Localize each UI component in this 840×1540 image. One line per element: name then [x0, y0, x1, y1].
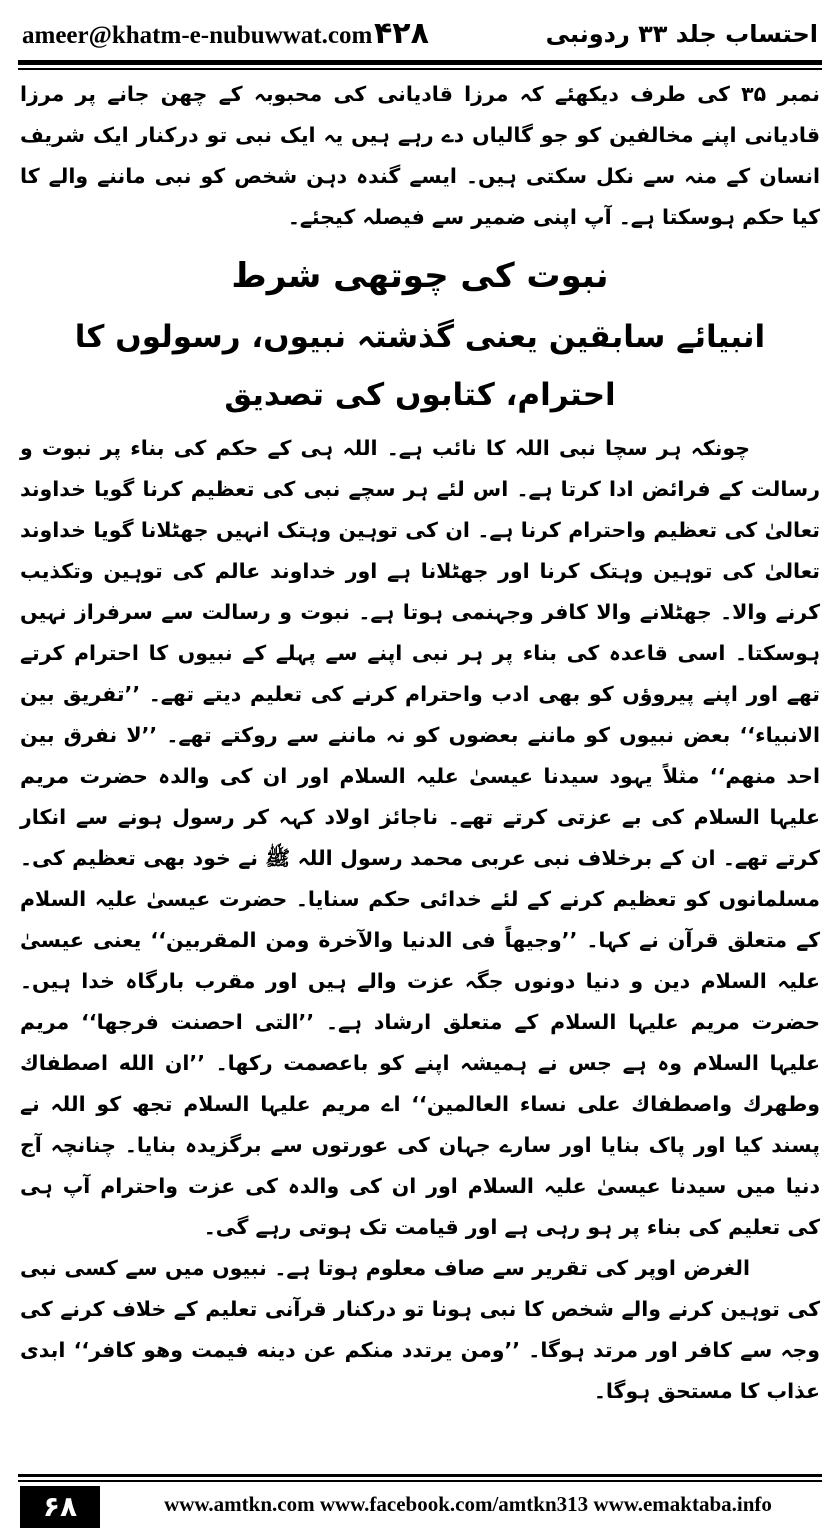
section-subheading: انبیائے سابقین یعنی گذشتہ نبیوں، رسولوں کا احترام، کتابوں کی تصدیق [74, 319, 766, 413]
footer-rule-thick [18, 1474, 822, 1477]
intro-paragraph: نمبر ۳۵ کی طرف دیکھئے کہ مرزا قادیانی کی محبوبہ کے چھن جانے پر مرزا قادیانی اپنے مخالفین کو جو گالیاں دے رہے ہیں یہ ایک نبی تو درکنار ایک شریف انسان کے منہ سے نکل سکتی ہیں۔ ایسے گندہ دہن شخص کو نبی ماننے والے کا کیا حکم ہوسکتا ہے۔ آپ اپنی ضمیر سے فیصلہ کیجئے۔ [20, 82, 820, 229]
page-footer [18, 1474, 822, 1532]
header-page-number: ۴۲۸ [374, 16, 429, 51]
footer-website-links: www.amtkn.com www.facebook.com/amtkn313 www.emaktaba.info [164, 1492, 772, 1516]
page-body [20, 74, 820, 1412]
header-rule-thin [18, 68, 822, 70]
section-heading: نبوت کی چوتھی شرط [231, 256, 609, 296]
main-paragraph: چونکہ ہر سچا نبی اللہ کا نائب ہے۔ اللہ ہی کے حکم کی بناء پر نبوت و رسالت کے فرائض ادا کرتا ہے۔ اس لئے ہر سچے نبی کی تعظیم کرنا گویا خداوند تعالیٰ کی تعظیم واحترام کرنا ہے۔ ان کی توہین وہتک انہیں جھٹلانا گویا خداوند تعالیٰ کی توہین وہتک کرنا اور جھٹلانا ہے اور خداوند عالم کی توہین وتکذیب کرنے والا۔ جھٹلانے والا کافر وجہنمی ہوتا ہے۔ نبوت و رسالت سے سرفراز نہیں ہوسکتا۔ اسی قاعدہ کی بناء پر ہر نبی اپنے سے پہلے کے نبیوں کا احترام کرتے تھے اور اپنے پیروؤں کو بھی ادب واحترام کرنے کی تعلیم دیتے تھے۔ ’’تفریق بین الانبیاء‘‘ بعض نبیوں کو ماننے بعضوں کو نہ ماننے سے روکتے تھے۔ ’’لا نفرق بین احد منهم‘‘ مثلاً یہود سیدنا عیسیٰ علیہ السلام اور ان کی والدہ حضرت مریم علیہا السلام کی بے عزتی کرتے تھے۔ ناجائز اولاد کہہ کر رسول ہونے سے انکار کرتے تھے۔ ان کے برخلاف نبی عربی محمد رسول اللہ ﷺ نے خود بھی تعظیم کی۔ مسلمانوں کو تعظیم کرنے کے لئے خدائی حکم سنایا۔ حضرت عیسیٰ علیہ السلام کے متعلق قرآن نے کہا۔ ’’وجیهاً فی الدنیا والآخرة ومن المقربین‘‘ یعنی عیسیٰ علیہ السلام دین و دنیا دونوں جگہ عزت والے ہیں اور مقرب بارگاہ خدا ہیں۔ حضرت مریم علیہا السلام کے متعلق ارشاد ہے۔ ’’التی احصنت فرجها‘‘ مریم علیہا السلام وہ ہے جس نے ہمیشہ اپنے کو باعصمت رکھا۔ ’’ان الله اصطفاك وطهرك واصطفاك علی نساء العالمین‘‘ اے مریم علیہا السلام تجھ کو اللہ نے پسند کیا اور پاک بنایا اور سارے جہان کی عورتوں سے برگزیدہ بنایا۔ چنانچہ آج دنیا میں سیدنا عیسیٰ علیہ السلام اور ان کی والدہ کی عزت واحترام آپ ہی کی تعلیم کی بناء پر ہو رہی ہے اور قیامت تک ہوتی رہے گی۔ [20, 436, 820, 1239]
header-book-title: احتساب جلد ۳۳ ردونبی [545, 20, 818, 48]
header-email: ameer@khatm-e-nubuwwat.com [22, 22, 373, 49]
page-header [22, 14, 818, 58]
conclusion-paragraph: الغرض اوپر کی تقریر سے صاف معلوم ہوتا ہے۔ نبیوں میں سے کسی نبی کی توہین کرنے والے شخص کا نبی ہونا تو درکنار قرآنی تعلیم کے خلاف کرنے کی وجہ سے کافر اور مرتد ہوگا۔ ’’ومن یرتدد منکم عن دینه فیمت وهو کافر‘‘ ابدی عذاب کا مستحق ہوگا۔ [20, 1256, 820, 1403]
footer-rule-thin [18, 1480, 822, 1482]
header-rule-thick [18, 60, 822, 65]
footer-page-number: ۶۸ [20, 1486, 100, 1528]
